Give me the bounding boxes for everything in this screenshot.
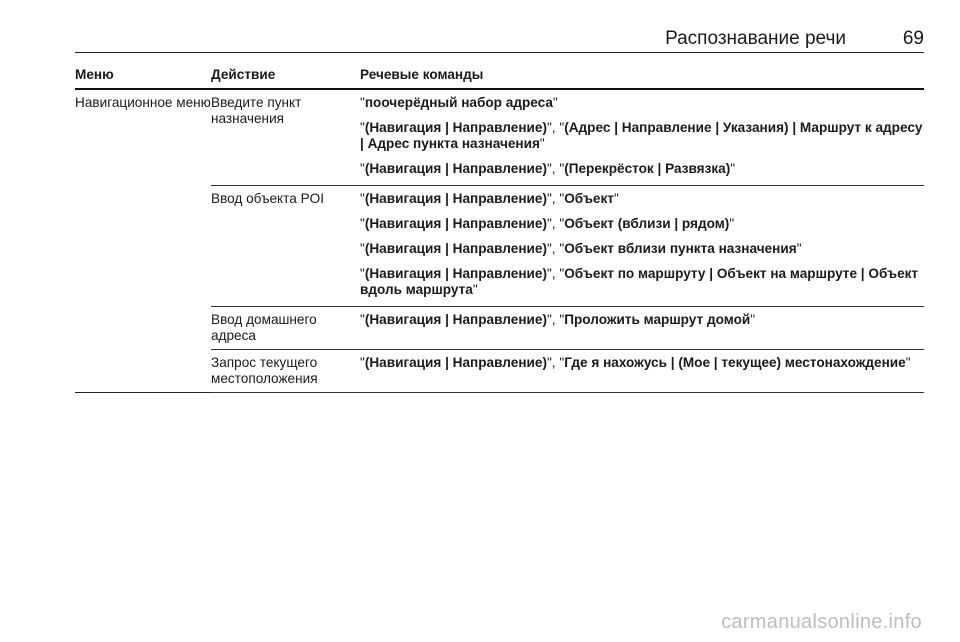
table-row (75, 89, 924, 186)
menu-cell: Навигационное меню (75, 95, 211, 110)
command-punctuation: " (472, 282, 478, 297)
command-keyword: Проложить маршрут домой (564, 312, 751, 327)
command-keyword: Объект вблизи пункта назначения (564, 241, 797, 256)
command-keyword: Где я нахожусь | (Мое | текущее) местонахождение (564, 355, 906, 370)
command-punctuation: " (613, 191, 619, 206)
command-keyword: (Навигация | Направление) (364, 216, 547, 231)
command-keyword: (Перекрёсток | Развязка) (564, 161, 731, 176)
command-punctuation: ", " (546, 241, 565, 256)
action-cell: Запрос текущего местоположения (211, 350, 360, 393)
command-punctuation: " (750, 312, 756, 327)
command-punctuation: " (360, 312, 365, 327)
table-row (75, 350, 924, 393)
action-cell: Ввод домашнего адреса (211, 307, 360, 350)
action-cell: Ввод объекта POI (211, 186, 360, 307)
command-punctuation: " (796, 241, 802, 256)
table-row (75, 186, 924, 307)
command-keyword: Объект (564, 191, 614, 206)
command-punctuation: " (730, 161, 736, 176)
command-keyword: (Навигация | Направление) (364, 120, 547, 135)
command-keyword: (Навигация | Направление) (364, 161, 547, 176)
voice-command (360, 312, 924, 328)
voice-command (360, 216, 924, 232)
voice-command (360, 95, 924, 111)
command-punctuation: " (360, 216, 365, 231)
command-keyword: (Адрес | Направление | Указания) | Маршрут к адресу | Адрес пункта назначения (360, 120, 923, 151)
command-punctuation: ", " (546, 216, 565, 231)
command-keyword: поочерёдный набор адреса (364, 95, 553, 110)
voice-command (360, 241, 924, 257)
page-title: Распознавание речи (665, 28, 846, 49)
column-header-menu: Меню (75, 60, 211, 89)
command-punctuation: " (360, 161, 365, 176)
commands-cell (360, 89, 924, 186)
command-punctuation: " (539, 136, 545, 151)
menu-cell (75, 350, 211, 393)
command-keyword: (Навигация | Направление) (364, 241, 547, 256)
command-punctuation: ", " (546, 266, 565, 281)
watermark: carmanualsonline.info (721, 611, 922, 633)
command-punctuation: " (360, 191, 365, 206)
command-punctuation: ", " (546, 355, 565, 370)
command-punctuation: ", " (546, 191, 565, 206)
command-punctuation: ", " (546, 120, 565, 135)
command-punctuation: " (552, 95, 558, 110)
command-keyword: (Навигация | Направление) (364, 312, 547, 327)
command-keyword: (Навигация | Направление) (364, 355, 547, 370)
table-header-row (75, 60, 924, 89)
command-punctuation: " (360, 241, 365, 256)
commands-cell (360, 350, 924, 393)
voice-command (360, 266, 924, 298)
column-header-action: Действие (211, 60, 360, 89)
command-punctuation: " (360, 95, 365, 110)
menu-cell (75, 186, 211, 307)
voice-commands-table (75, 60, 924, 393)
commands-cell (360, 186, 924, 307)
command-keyword: (Навигация | Направление) (364, 266, 547, 281)
command-keyword: Объект (вблизи | рядом) (564, 216, 730, 231)
command-keyword: (Навигация | Направление) (364, 191, 547, 206)
page-header (75, 22, 924, 53)
voice-command (360, 120, 924, 152)
page-number: 69 (902, 28, 924, 49)
command-punctuation: " (905, 355, 911, 370)
command-punctuation: ", " (546, 312, 565, 327)
action-cell: Введите пункт назначения (211, 89, 360, 186)
command-punctuation: " (360, 120, 365, 135)
commands-cell (360, 307, 924, 350)
command-punctuation: " (360, 355, 365, 370)
table-row (75, 307, 924, 350)
command-punctuation: " (729, 216, 735, 231)
column-header-commands: Речевые команды (360, 60, 924, 89)
voice-command (360, 191, 924, 207)
command-punctuation: " (360, 266, 365, 281)
menu-cell (75, 307, 211, 350)
table-body (75, 89, 924, 393)
command-keyword: Объект по маршруту | Объект на маршруте | Объект вдоль маршрута (360, 266, 919, 297)
voice-command (360, 355, 924, 371)
voice-command (360, 161, 924, 177)
command-punctuation: ", " (546, 161, 565, 176)
